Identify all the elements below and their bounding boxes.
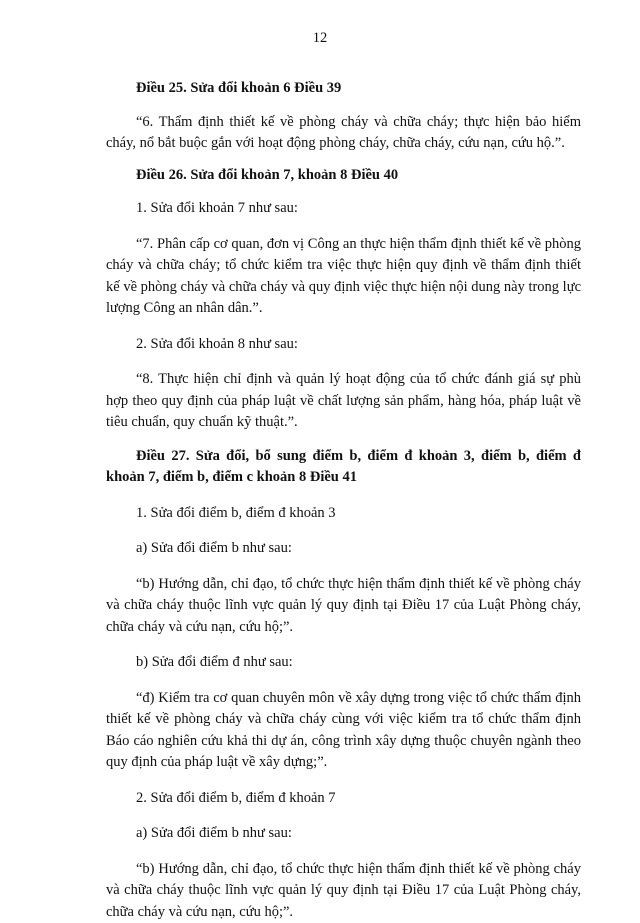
article-26-item-1: 1. Sửa đổi khoản 7 như sau: <box>106 198 581 220</box>
article-27-item-1: 1. Sửa đổi điểm b, điểm đ khoản 3 <box>106 503 581 525</box>
document-body <box>106 78 581 923</box>
page-number: 12 <box>0 30 640 47</box>
article-27-item-1b: b) Sửa đổi điểm đ như sau: <box>106 652 581 674</box>
article-27-item-2a: a) Sửa đổi điểm b như sau: <box>106 823 581 845</box>
article-27-item-2: 2. Sửa đổi điểm b, điểm đ khoản 7 <box>106 788 581 810</box>
article-26-item-1-text: “7. Phân cấp cơ quan, đơn vị Công an thực hiện thẩm định thiết kế về phòng cháy và chữa cháy; tổ chức kiểm tra việc thực hiện quy định về thẩm định thiết kế về phòng cháy và chữa cháy và quy định việc thực hiện nội dung này trong lực lượng Công an nhân dân.”. <box>106 234 581 320</box>
article-27-item-1b-text: “đ) Kiểm tra cơ quan chuyên môn về xây dựng trong việc tổ chức thẩm định thiết kế về phòng cháy và chữa cháy cùng với việc kiểm tra tổ chức thẩm định Báo cáo nghiên cứu khả thi dự án, công trình xây dựng thuộc chuyên ngành theo quy định của pháp luật về xây dựng;”. <box>106 688 581 774</box>
article-26-item-2-text: “8. Thực hiện chỉ định và quản lý hoạt động của tổ chức đánh giá sự phù hợp theo quy định của pháp luật về chất lượng sản phẩm, hàng hóa, pháp luật về tiêu chuẩn, quy chuẩn kỹ thuật.”. <box>106 369 581 434</box>
article-27-heading: Điều 27. Sửa đổi, bổ sung điểm b, điểm đ khoản 3, điểm b, điểm đ khoản 7, điểm b, điểm c khoản 8 Điều 41 <box>106 446 581 489</box>
article-25-text: “6. Thẩm định thiết kế về phòng cháy và chữa cháy; thực hiện bảo hiểm cháy, nổ bắt buộc gắn với hoạt động phòng cháy, chữa cháy, cứu nạn, cứu hộ.”. <box>106 112 581 155</box>
article-27-item-1a-text: “b) Hướng dẫn, chỉ đạo, tổ chức thực hiện thẩm định thiết kế về phòng cháy và chữa cháy thuộc lĩnh vực quản lý quy định tại Điều 17 của Luật Phòng cháy, chữa cháy và cứu nạn, cứu hộ;”. <box>106 574 581 639</box>
article-25-heading: Điều 25. Sửa đổi khoản 6 Điều 39 <box>106 78 581 100</box>
article-26-item-2: 2. Sửa đổi khoản 8 như sau: <box>106 334 581 356</box>
article-27-item-1a: a) Sửa đổi điểm b như sau: <box>106 538 581 560</box>
article-26-heading: Điều 26. Sửa đổi khoản 7, khoản 8 Điều 40 <box>106 165 581 187</box>
article-27-item-2a-text: “b) Hướng dẫn, chỉ đạo, tổ chức thực hiện thẩm định thiết kế về phòng cháy và chữa cháy thuộc lĩnh vực quản lý quy định tại Điều 17 của Luật Phòng cháy, chữa cháy và cứu nạn, cứu hộ;”. <box>106 859 581 923</box>
